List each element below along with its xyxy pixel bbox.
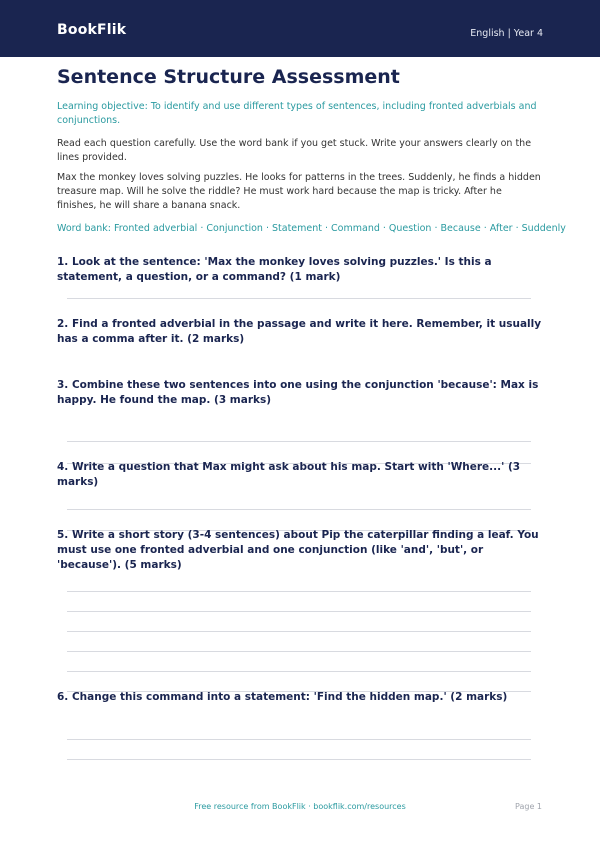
page-number: Page 1 [515, 802, 542, 811]
subject-year-label: English | Year 4 [470, 28, 543, 39]
question-1: 1. Look at the sentence: 'Max the monkey loves solving puzzles.' Is this a statement, a question, or a command? (1 mark) [57, 256, 492, 283]
answer-line[interactable] [67, 739, 531, 740]
answer-line[interactable] [67, 671, 531, 672]
question-6: 6. Change this command into a statement: 'Find the hidden map.' (2 marks) [57, 691, 508, 703]
answer-line[interactable] [67, 651, 531, 652]
footer-source[interactable]: Free resource from BookFlik · bookflik.com/resources [194, 802, 406, 811]
question-3: 3. Combine these two sentences into one using the conjunction 'because': Max is happy. He found the map. (3 marks) [57, 379, 539, 406]
instructions-text: Read each question carefully. Use the word bank if you get stuck. Write your answers clearly on the lines provided. [57, 138, 532, 163]
brand-logo[interactable]: BookFlik [57, 22, 127, 38]
page-header [0, 0, 600, 57]
answer-line[interactable] [67, 611, 531, 612]
answer-line[interactable] [67, 759, 531, 760]
question-4: 4. Write a question that Max might ask about his map. Start with 'Where...' (3 marks) [57, 461, 521, 488]
answer-line[interactable] [67, 631, 531, 632]
learning-objective: Learning objective: To identify and use different types of sentences, including fronted adverbials and conjunctions. [57, 101, 537, 126]
answer-line[interactable] [67, 591, 531, 592]
word-bank: Word bank: Fronted adverbial · Conjunction · Statement · Command · Question · Because · After · Suddenly [57, 223, 566, 234]
answer-line[interactable] [67, 298, 531, 299]
page-title: Sentence Structure Assessment [57, 66, 400, 88]
reading-passage: Max the monkey loves solving puzzles. He looks for patterns in the trees. Suddenly, he finds a hidden treasure map. Will he solve the riddle? He must work hard because the map is tricky. After he finishes, he will share a banana snack. [57, 172, 541, 211]
answer-line[interactable] [67, 441, 531, 442]
answer-line[interactable] [67, 509, 531, 510]
question-5: 5. Write a short story (3-4 sentences) about Pip the caterpillar finding a leaf. You must use one fronted adverbial and one conjunction (like 'and', 'but', or 'because'). (5 marks) [57, 529, 539, 571]
question-2: 2. Find a fronted adverbial in the passage and write it here. Remember, it usually has a comma after it. (2 marks) [57, 318, 542, 345]
